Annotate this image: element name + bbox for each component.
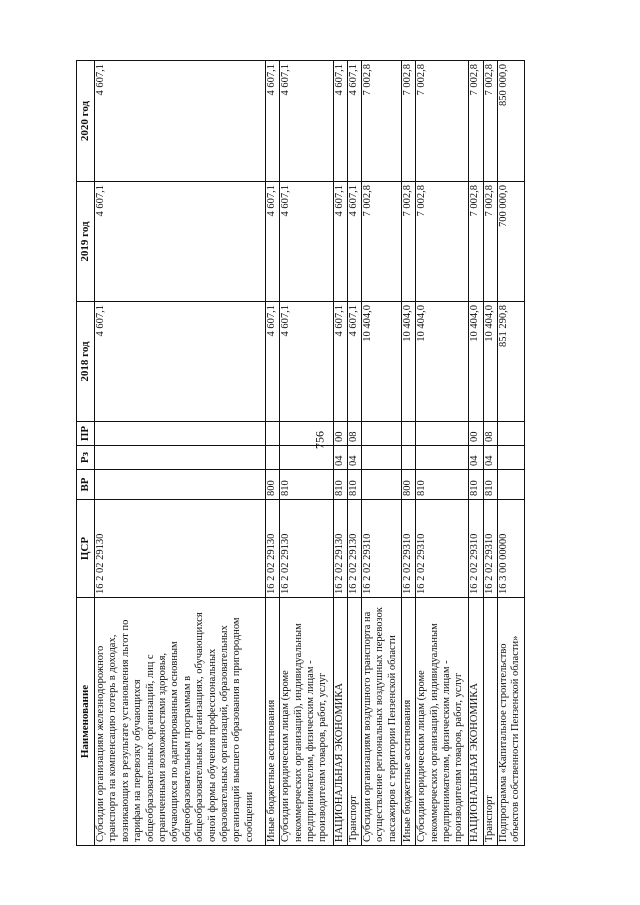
cell-vr xyxy=(497,470,524,500)
cell-csr: 16 2 02 29130 xyxy=(347,500,361,598)
cell-vr: 800 xyxy=(266,470,280,500)
cell-pr: 00 xyxy=(333,422,347,446)
cell-2018: 10 404,0 xyxy=(416,302,469,422)
cell-2020: 4 607,1 xyxy=(266,61,280,182)
cell-pr xyxy=(497,422,524,446)
header-csr: ЦСР xyxy=(77,500,95,598)
cell-2020: 4 607,1 xyxy=(347,61,361,182)
header-name: Наименование xyxy=(77,598,95,846)
cell-name: Транспорт xyxy=(347,598,361,846)
table-row xyxy=(416,61,469,846)
cell-2019: 4 607,1 xyxy=(347,182,361,302)
table-row xyxy=(497,61,524,846)
cell-2020: 4 607,1 xyxy=(95,61,266,182)
cell-2020: 7 002,8 xyxy=(483,61,497,182)
cell-name: Субсидии юридическим лицам (кроме некоммерческих организаций), индивидуальным предпринимателям, физическим лицам - производителям товаров, работ, услуг xyxy=(280,598,333,846)
cell-2018: 10 404,0 xyxy=(361,302,401,422)
cell-rz xyxy=(402,446,416,470)
cell-2019: 7 002,8 xyxy=(416,182,469,302)
cell-2019: 7 002,8 xyxy=(361,182,401,302)
cell-pr xyxy=(280,422,333,446)
cell-rz: 04 xyxy=(469,446,483,470)
cell-name: Субсидии организациям воздушного транспорта на осуществление региональных воздушных перевозок пассажиров с территории Пензенской области xyxy=(361,598,401,846)
cell-2020: 7 002,8 xyxy=(416,61,469,182)
header-2018: 2018 год xyxy=(77,302,95,422)
cell-pr xyxy=(361,422,401,446)
cell-csr: 16 2 02 29130 xyxy=(280,500,333,598)
cell-2018: 10 404,0 xyxy=(469,302,483,422)
header-row xyxy=(77,61,95,846)
cell-name: Иные бюджетные ассигнования xyxy=(402,598,416,846)
cell-2020: 7 002,8 xyxy=(361,61,401,182)
table-row xyxy=(333,61,347,846)
cell-vr: 810 xyxy=(469,470,483,500)
cell-2020: 4 607,1 xyxy=(333,61,347,182)
cell-2020: 7 002,8 xyxy=(402,61,416,182)
cell-name: Подпрограмма «Капитальное строительство объектов собственности Пензенской области» xyxy=(497,598,524,846)
cell-vr xyxy=(361,470,401,500)
cell-2020: 850 000,0 xyxy=(497,61,524,182)
cell-2018: 851 290,8 xyxy=(497,302,524,422)
cell-2018: 10 404,0 xyxy=(483,302,497,422)
cell-pr: 08 xyxy=(347,422,361,446)
cell-name: Транспорт xyxy=(483,598,497,846)
cell-rz: 04 xyxy=(333,446,347,470)
table-row xyxy=(280,61,333,846)
cell-2018: 4 607,1 xyxy=(347,302,361,422)
cell-pr xyxy=(416,422,469,446)
cell-2019: 4 607,1 xyxy=(266,182,280,302)
cell-rz: 04 xyxy=(347,446,361,470)
rotated-table-container xyxy=(76,61,525,846)
cell-csr: 16 2 02 29130 xyxy=(333,500,347,598)
header-2020: 2020 год xyxy=(77,61,95,182)
cell-pr xyxy=(95,422,266,446)
cell-2019: 7 002,8 xyxy=(402,182,416,302)
cell-vr: 810 xyxy=(416,470,469,500)
cell-2018: 10 404,0 xyxy=(402,302,416,422)
cell-2020: 7 002,8 xyxy=(469,61,483,182)
cell-pr: 00 xyxy=(469,422,483,446)
table-row xyxy=(95,61,266,846)
cell-pr: 08 xyxy=(483,422,497,446)
cell-rz xyxy=(95,446,266,470)
cell-vr: 810 xyxy=(280,470,333,500)
header-rz: Рз xyxy=(77,446,95,470)
cell-rz xyxy=(497,446,524,470)
table-row xyxy=(469,61,483,846)
page-number: 756 xyxy=(312,431,327,449)
cell-rz xyxy=(266,446,280,470)
header-vr: ВР xyxy=(77,470,95,500)
cell-csr: 16 2 02 29310 xyxy=(361,500,401,598)
cell-pr xyxy=(402,422,416,446)
cell-2020: 4 607,1 xyxy=(280,61,333,182)
table-row xyxy=(361,61,401,846)
cell-name: Субсидии организациям железнодорожного транспорта на компенсацию потерь в доходах, возникающих в результате установления льгот по тарифам на перевозку обучающихся общеобразовательных организаций, лиц с ограниченными возможностями здоровья, обучающихся по адаптированным основным общеобразовательным программам в общеобразовательных организациях, обучающихся очной формы обучения профессиональных образовательных организаций, образовательных организаций высшего образования в пригородном сообщении xyxy=(95,598,266,846)
cell-2019: 4 607,1 xyxy=(333,182,347,302)
cell-vr: 800 xyxy=(402,470,416,500)
cell-csr: 16 2 02 29310 xyxy=(469,500,483,598)
cell-2019: 700 000,0 xyxy=(497,182,524,302)
cell-vr: 810 xyxy=(483,470,497,500)
cell-vr: 810 xyxy=(347,470,361,500)
budget-table xyxy=(76,60,525,846)
cell-csr: 16 2 02 29130 xyxy=(95,500,266,598)
cell-name: Иные бюджетные ассигнования xyxy=(266,598,280,846)
cell-pr xyxy=(266,422,280,446)
cell-csr: 16 2 02 29310 xyxy=(402,500,416,598)
cell-2018: 4 607,1 xyxy=(333,302,347,422)
cell-2019: 7 002,8 xyxy=(469,182,483,302)
cell-2018: 4 607,1 xyxy=(280,302,333,422)
cell-2018: 4 607,1 xyxy=(266,302,280,422)
cell-2018: 4 607,1 xyxy=(95,302,266,422)
cell-2019: 4 607,1 xyxy=(280,182,333,302)
cell-csr: 16 2 02 29310 xyxy=(416,500,469,598)
cell-name: НАЦИОНАЛЬНАЯ ЭКОНОМИКА xyxy=(469,598,483,846)
cell-rz: 04 xyxy=(483,446,497,470)
cell-rz xyxy=(361,446,401,470)
header-pr: ПР xyxy=(77,422,95,446)
header-2019: 2019 год xyxy=(77,182,95,302)
cell-name: Субсидии юридическим лицам (кроме некоммерческих организаций), индивидуальным предпринимателям, физическим лицам - производителям товаров, работ, услуг xyxy=(416,598,469,846)
cell-rz xyxy=(416,446,469,470)
cell-2019: 7 002,8 xyxy=(483,182,497,302)
cell-2019: 4 607,1 xyxy=(95,182,266,302)
cell-csr: 16 2 02 29130 xyxy=(266,500,280,598)
cell-csr: 16 3 00 00000 xyxy=(497,500,524,598)
table-row xyxy=(266,61,280,846)
cell-name: НАЦИОНАЛЬНАЯ ЭКОНОМИКА xyxy=(333,598,347,846)
table-row xyxy=(483,61,497,846)
cell-csr: 16 2 02 29310 xyxy=(483,500,497,598)
table-row xyxy=(347,61,361,846)
table-row xyxy=(402,61,416,846)
cell-vr xyxy=(95,470,266,500)
cell-vr: 810 xyxy=(333,470,347,500)
cell-rz xyxy=(280,446,333,470)
